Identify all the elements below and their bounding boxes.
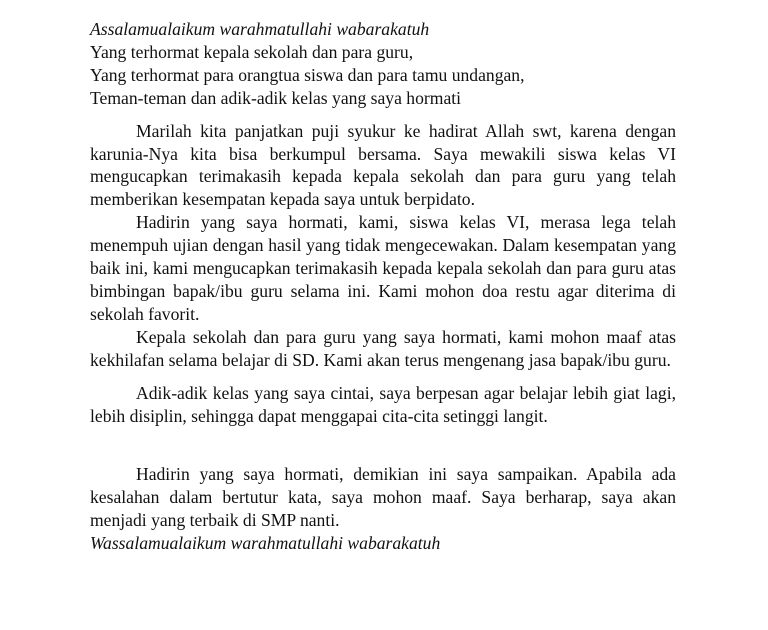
paragraph-apology: Kepala sekolah dan para guru yang saya hormati, kami mohon maaf atas kekhilafan selama belajar di SD. Kami akan terus mengenang jasa bapak/ibu guru. <box>90 326 676 370</box>
spacer <box>90 110 676 120</box>
closing-greeting: Wassalamualaikum warahmatullahi wabarakatuh <box>90 533 441 554</box>
speech-document <box>90 18 676 555</box>
salutation-line: Yang terhormat para orangtua siswa dan para tamu undangan, <box>90 64 525 85</box>
salutation-line: Teman-teman dan adik-adik kelas yang saya hormati <box>90 87 462 108</box>
spacer <box>90 372 676 382</box>
salutation-line: Yang terhormat kepala sekolah dan para guru, <box>90 41 414 62</box>
opening-greeting: Assalamualaikum warahmatullahi wabarakatuh <box>90 19 430 39</box>
spacer <box>90 427 676 463</box>
paragraph-message-juniors: Adik-adik kelas yang saya cintai, saya berpesan agar belajar lebih giat lagi, lebih disiplin, sehingga dapat menggapai cita-cita setinggi langit. <box>90 382 676 426</box>
paragraph-gratitude: Marilah kita panjatkan puji syukur ke hadirat Allah swt, karena dengan karunia-Nya kita bisa berkumpul bersama. Saya mewakili siswa kelas VI mengucapkan terimakasih kepada kepala sekolah dan para guru yang telah memberikan kesempatan kepada saya untuk berpidato. <box>90 120 676 210</box>
paragraph-conclusion: Hadirin yang saya hormati, demikian ini saya sampaikan. Apabila ada kesalahan dalam bertutur kata, saya mohon maaf. Saya berharap, saya akan menjadi yang terbaik di SMP nanti. <box>90 464 676 531</box>
paragraph-relief: Hadirin yang saya hormati, kami, siswa kelas VI, merasa lega telah menempuh ujian dengan hasil yang tidak mengecewakan. Dalam kesempatan yang baik ini, kami mengucapkan terimakasih kepada kepala sekolah dan para guru atas bimbingan bapak/ibu guru selama ini. Kami mohon doa restu agar diterima di sekolah favorit. <box>90 212 676 324</box>
